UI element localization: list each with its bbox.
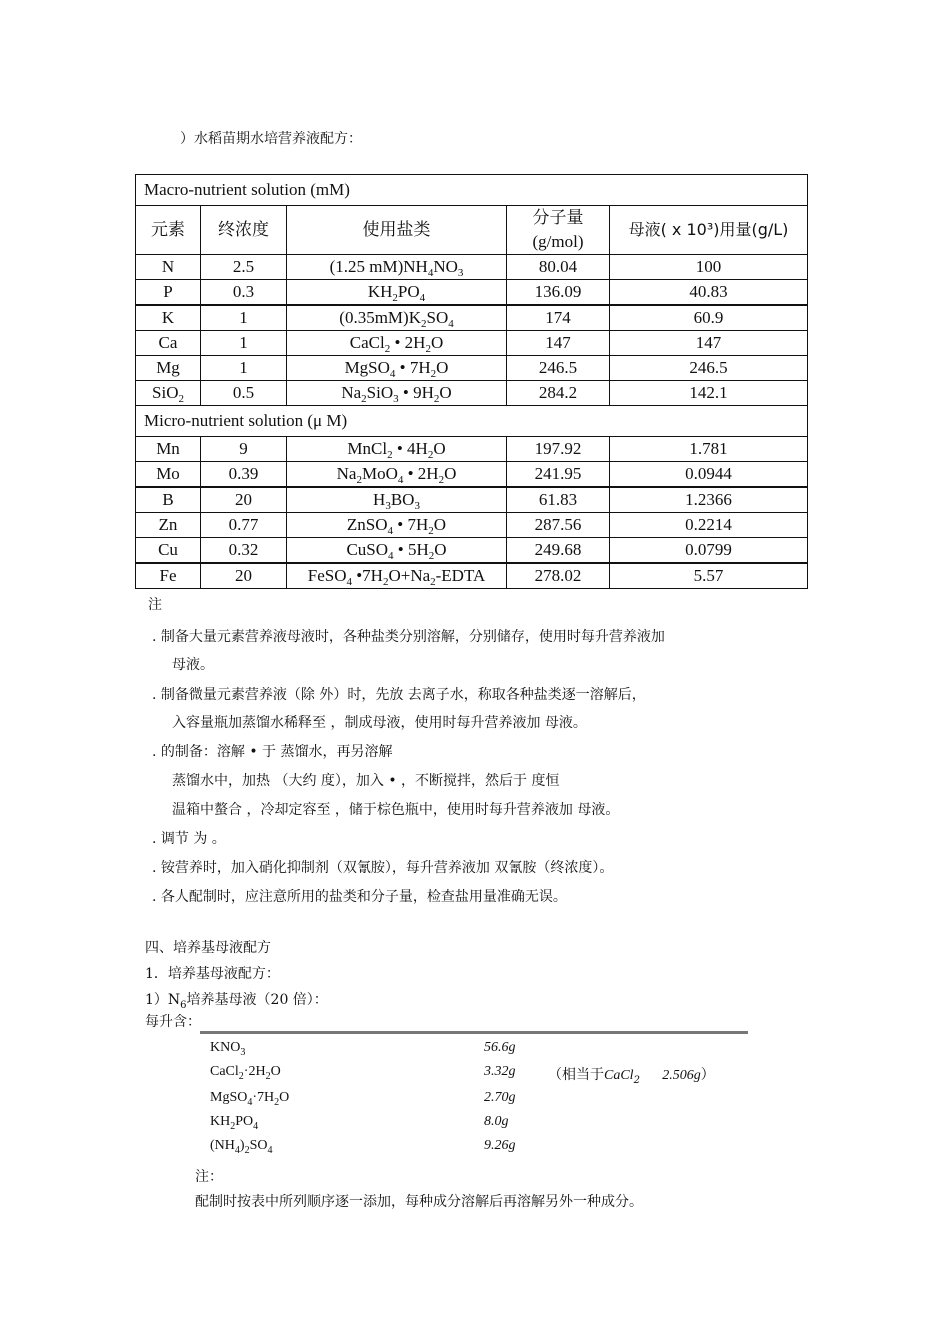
cell-salt: $Na_2MoO_4$ • $2H_2O$	[287, 462, 507, 488]
cell-salt: FeSO$_4$ $•7H_2O+Na_2$-EDTA	[287, 563, 507, 589]
note-2-line-2: 入容量瓶加蒸馏水稀释至 ，制成母液，使用时每升营养液加 母液。	[172, 715, 587, 731]
n6-prefix: 1）N	[145, 992, 181, 1008]
cell-concentration: 0.3	[201, 280, 287, 306]
cell-salt: $(0.35mM)K_2SO_4$	[287, 305, 507, 331]
table-row	[136, 563, 808, 589]
table-row	[136, 381, 808, 406]
col-mw-unit: (g/mol)	[532, 232, 584, 251]
cell-stock-amount: 142.1	[610, 381, 808, 406]
component-amount: 2.70g	[484, 1090, 516, 1105]
section-4-1-heading: 1．培养基母液配方：	[145, 966, 280, 982]
cell-element: SiO$_2$	[136, 381, 201, 406]
table-row	[136, 513, 808, 538]
n6-medium-heading	[145, 989, 328, 1011]
cell-stock-amount: 0.0944	[610, 462, 808, 488]
table-top-rule	[200, 1031, 748, 1034]
cell-stock-amount: 5.57	[610, 563, 808, 589]
cell-concentration: 1	[201, 305, 287, 331]
cell-concentration: 0.39	[201, 462, 287, 488]
equiv-formula: CaCl	[604, 1068, 634, 1083]
cell-stock-amount: 0.0799	[610, 538, 808, 564]
cell-concentration: 0.5	[201, 381, 287, 406]
cell-salt: (1.25 $mM)NH_4NO_3$	[287, 255, 507, 280]
component-amount: 8.0g	[484, 1114, 509, 1129]
note-5: . 铵营养时，加入硝化抑制剂（双氰胺），每升营养液加 双氰胺（终浓度）。	[152, 860, 614, 876]
cell-salt: CuSO$_4$ • $5H_2O$	[287, 538, 507, 564]
col-mw-label: 分子量	[532, 208, 584, 228]
cell-stock-amount: 100	[610, 255, 808, 280]
col-molecular-weight	[507, 206, 610, 255]
equiv-subscript: 2	[633, 1075, 640, 1086]
table-row	[136, 331, 808, 356]
cell-element: Mg	[136, 356, 201, 381]
table-row	[136, 280, 808, 306]
cell-molecular-weight: 80.04	[507, 255, 610, 280]
equivalent-note	[548, 1064, 715, 1084]
cell-concentration: 20	[201, 563, 287, 589]
note-1-line-1: . 制备大量元素营养液母液时，各种盐类分别溶解，分别储存，使用时每升营养液加	[152, 629, 665, 645]
cell-element: Fe	[136, 563, 201, 589]
table-row	[136, 487, 808, 513]
n6-note-text: 配制时按表中所列顺序逐一添加，每种成分溶解后再溶解另外一种成分。	[195, 1194, 643, 1210]
cell-molecular-weight: 278.02	[507, 563, 610, 589]
cell-molecular-weight: 174	[507, 305, 610, 331]
table-row	[136, 437, 808, 462]
component-name: $KH_2PO_4$	[210, 1114, 259, 1132]
cell-molecular-weight: 246.5	[507, 356, 610, 381]
component-name: $(NH_4)_2SO_4$	[210, 1138, 273, 1156]
cell-molecular-weight: 241.95	[507, 462, 610, 488]
note-2-line-1: . 制备微量元素营养液（除 外）时，先放 去离子水，称取各种盐类逐一溶解后，	[152, 687, 646, 703]
note-4: . 调节 为 。	[152, 831, 226, 847]
cell-element: N	[136, 255, 201, 280]
equiv-prefix: （相当于	[548, 1067, 604, 1083]
table-row	[136, 538, 808, 564]
cell-salt: $Na_2SiO_3$ • $9H_2O$	[287, 381, 507, 406]
n6-subscript: 6	[180, 999, 187, 1011]
n6-suffix: 培养基母液（20 倍）：	[186, 992, 328, 1008]
nutrient-table	[135, 174, 808, 589]
notes-heading: 注	[148, 597, 162, 613]
cell-molecular-weight: 249.68	[507, 538, 610, 564]
cell-element: Ca	[136, 331, 201, 356]
cell-element: Mn	[136, 437, 201, 462]
table-row	[136, 305, 808, 331]
cell-concentration: 0.77	[201, 513, 287, 538]
cell-concentration: 9	[201, 437, 287, 462]
note-3-line-3: 温箱中螯合 ，冷却定容至 ，储于棕色瓶中，使用时每升营养液加 母液。	[172, 802, 620, 818]
cell-concentration: 0.32	[201, 538, 287, 564]
note-3-line-2: 蒸馏水中，加热 （大约 度），加入 • ，不断搅拌，然后于 度恒	[172, 773, 560, 789]
cell-element: B	[136, 487, 201, 513]
cell-salt: CaCl$_2$ • $2H_2O$	[287, 331, 507, 356]
col-stock-amount: 母液( x 10³)用量(g/L)	[610, 206, 808, 255]
cell-concentration: 20	[201, 487, 287, 513]
col-concentration: 终浓度	[201, 206, 287, 255]
equiv-amount: 2.506g	[662, 1068, 701, 1083]
component-amount: 9.26g	[484, 1138, 516, 1153]
cell-salt: ZnSO$_4$ • $7H_2O$	[287, 513, 507, 538]
cell-concentration: 2.5	[201, 255, 287, 280]
col-salt: 使用盐类	[287, 206, 507, 255]
cell-salt: $H_3BO_3$	[287, 487, 507, 513]
section-title: ）水稻苗期水培营养液配方：	[180, 131, 362, 147]
component-name: $MgSO_4\cdot 7H_2O$	[210, 1090, 290, 1108]
cell-element: P	[136, 280, 201, 306]
cell-stock-amount: 246.5	[610, 356, 808, 381]
cell-stock-amount: 60.9	[610, 305, 808, 331]
cell-stock-amount: 147	[610, 331, 808, 356]
micro-header: Micro-nutrient solution (μ M)	[136, 406, 808, 437]
cell-stock-amount: 1.2366	[610, 487, 808, 513]
cell-salt: MnCl$_2$ • $4H_2O$	[287, 437, 507, 462]
n6-note-heading: 注：	[195, 1169, 223, 1185]
equiv-suffix: ）	[700, 1067, 715, 1083]
cell-stock-amount: 1.781	[610, 437, 808, 462]
cell-molecular-weight: 287.56	[507, 513, 610, 538]
col-element: 元素	[136, 206, 201, 255]
table-row	[136, 356, 808, 381]
cell-concentration: 1	[201, 331, 287, 356]
component-amount: 56.6g	[484, 1040, 516, 1055]
cell-element: Cu	[136, 538, 201, 564]
cell-concentration: 1	[201, 356, 287, 381]
cell-molecular-weight: 197.92	[507, 437, 610, 462]
cell-stock-amount: 0.2214	[610, 513, 808, 538]
component-name: $KNO_3$	[210, 1040, 246, 1058]
component-amount: 3.32g	[484, 1064, 516, 1079]
cell-element: Mo	[136, 462, 201, 488]
cell-stock-amount: 40.83	[610, 280, 808, 306]
cell-molecular-weight: 147	[507, 331, 610, 356]
per-liter-label: 每升含：	[145, 1014, 201, 1030]
section-4-heading: 四、培养基母液配方	[145, 940, 271, 956]
table-header-row	[136, 206, 808, 255]
cell-salt: MgSO$_4$ • $7H_2O$	[287, 356, 507, 381]
cell-molecular-weight: 284.2	[507, 381, 610, 406]
macro-header: Macro-nutrient solution (mM)	[136, 175, 808, 206]
note-1-line-2: 母液。	[172, 657, 214, 673]
cell-molecular-weight: 61.83	[507, 487, 610, 513]
cell-element: Zn	[136, 513, 201, 538]
table-row	[136, 462, 808, 488]
note-6: . 各人配制时，应注意所用的盐类和分子量，检查盐用量准确无误。	[152, 889, 567, 905]
note-3-line-1: . 的制备：溶解 • 于 蒸馏水，再另溶解	[152, 744, 393, 760]
component-name: $CaCl_2\cdot 2H_2O$	[210, 1064, 281, 1082]
cell-element: K	[136, 305, 201, 331]
table-row	[136, 255, 808, 280]
cell-salt: $KH_2PO_4$	[287, 280, 507, 306]
cell-molecular-weight: 136.09	[507, 280, 610, 306]
